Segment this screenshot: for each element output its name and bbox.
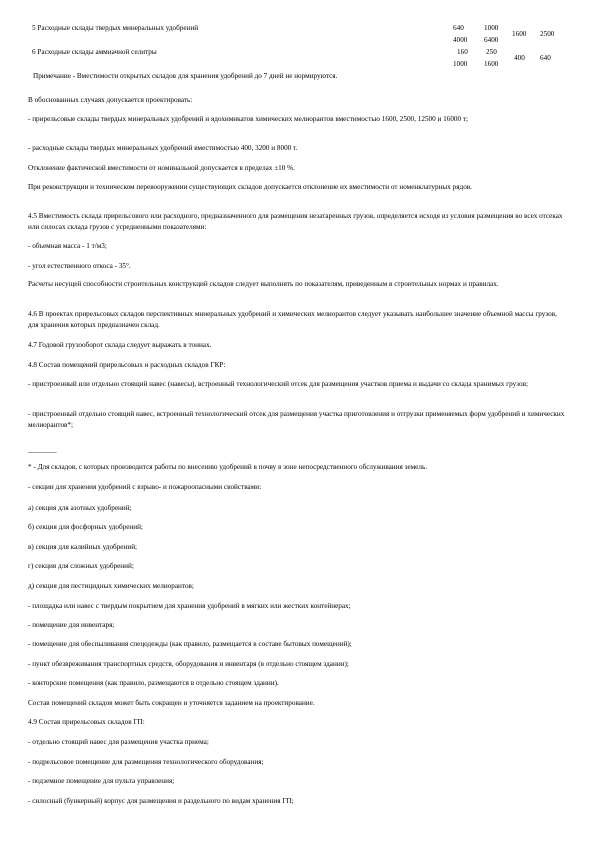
table-cell: 640 [540, 54, 551, 62]
table-cell: 1000 [453, 60, 468, 68]
list-item: - подрельсовое помещение для размещения технологического оборудования; [28, 758, 264, 766]
list-item: - конторские помещения (как правило, размещаются в отдельно стоящем здании). [28, 679, 279, 687]
section-heading: 4.9 Состав прирельсовых складов ГП: [28, 718, 145, 726]
paragraph: 4.7 Годовой грузооборот склада следует выражать в тоннах. [28, 341, 212, 349]
table-note: Примечание - Вместимости открытых складов для хранения удобрений до 7 дней не нормируются. [33, 72, 338, 80]
table-cell: 640 [453, 24, 464, 32]
list-item: - силосный (бункерный) корпус для размещения и раздельного по видам хранения ГП; [28, 797, 294, 805]
list-item: - площадка или навес с твердым покрытием для хранения удобрений в мягких или жестких контейнерах; [28, 602, 351, 610]
table-cell: 2500 [540, 30, 555, 38]
list-item: - подземное помещение для пульта управления; [28, 777, 175, 785]
table-cell: 1000 [484, 24, 499, 32]
list-item: - помещение для инвентаря; [28, 621, 115, 629]
list-item: в) секция для калийных удобрений; [28, 543, 138, 551]
table-cell: 1600 [512, 30, 527, 38]
list-item: д) секция для пестицидных химических мелиорантов; [28, 582, 194, 590]
list-item: г) секция для сложных удобрений; [28, 562, 134, 570]
table-cell: 4000 [453, 36, 468, 44]
table-cell: 400 [514, 54, 525, 62]
capacity-table [0, 0, 595, 80]
paragraph: 4.8 Состав помещений прирельсовых и расходных складов ГКР: [28, 361, 226, 369]
paragraph: В обоснованных случаях допускается проектировать: [28, 96, 193, 104]
list-item: - пункт обезвреживания транспортных средств, оборудования и инвентаря (в отдельно стоящем здании); [28, 660, 349, 668]
table-cell: 250 [486, 48, 497, 56]
list-item: - отдельно стоящий навес для размещения участка приема; [28, 738, 209, 746]
paragraph: - угол естественного откоса - 35°. [28, 262, 131, 270]
footnote-text: * - Для складов, с которых производится работы по внесению удобрений в почву в зоне непосредственного обслуживания земель. [28, 463, 428, 471]
list-item: б) секция для фосфорных удобрений; [28, 523, 143, 531]
paragraph: 4.6 В проектах прирельсовых складов перспективных минеральных удобрений и химических мелиорантов следует указывать наибольшее значение объемной массы грузов, для хранения которых предназначен склад. [28, 310, 557, 329]
paragraph: - расходные склады твердых минеральных удобрений вместимостью 400, 3200 и 8000 т. [28, 144, 298, 152]
paragraph: Отклонение фактической вместимости от номинальной допускается в пределах ±10 %. [28, 164, 295, 172]
table-cell: 160 [457, 48, 468, 56]
list-item: - секции для хранения удобрений с взрыво- и пожароопасными свойствами: [28, 483, 262, 491]
paragraph: 4.5 Вместимость склада прирельсового или расходного, предназначенного для размещения незатаренных грузов, определяется исходя из условия размещения во всех отсеках или силосах склада грузов с усредненными показателями: [28, 212, 563, 231]
table-cell: 1600 [484, 60, 499, 68]
table-cell: 6400 [484, 36, 499, 44]
paragraph: - объемная масса - 1 т/м3; [28, 242, 107, 250]
paragraph: Состав помещений складов может быть сокращен и уточняется заданием на проектирование. [28, 699, 315, 707]
paragraph: - пристроенный или отдельно стоящий навес (навесы), встроенный технологический отсек для размещения участков приема и выдачи со склада хранимых грузов; [28, 380, 528, 388]
paragraph: При реконструкции и техническом перевооружении существующих складов допускается отклонение их вместимости от номенклатурных рядов. [28, 183, 472, 191]
list-item: - помещение для обеспыливания спецодежды (как правило, размещается в составе бытовых помещений); [28, 640, 352, 648]
table-row-5-label: 5 Расходные склады твердых минеральных удобрений [32, 24, 199, 32]
paragraph: - прирельсовые склады твердых минеральных удобрений и ядохимикатов химических мелиорантов вместимостью 1600, 2500, 12500 и 16000 т; [28, 115, 469, 123]
paragraph: - пристроенный отдельно стоящий навес, встроенный технологический отсек для размещения участка приготовления и отгрузки применяемых форм удобрений и химических мелиорантов*; [28, 410, 565, 429]
list-item: а) секция для азотных удобрений; [28, 504, 132, 512]
footnote-rule: ________ [28, 446, 57, 454]
table-row-6-label: 6 Расходные склады аммиачной селитры [32, 48, 157, 56]
paragraph: Расчеты несущей способности строительных конструкций складов следует выполнять по показателям, приведенным в строительных нормах и правилах. [28, 280, 499, 288]
